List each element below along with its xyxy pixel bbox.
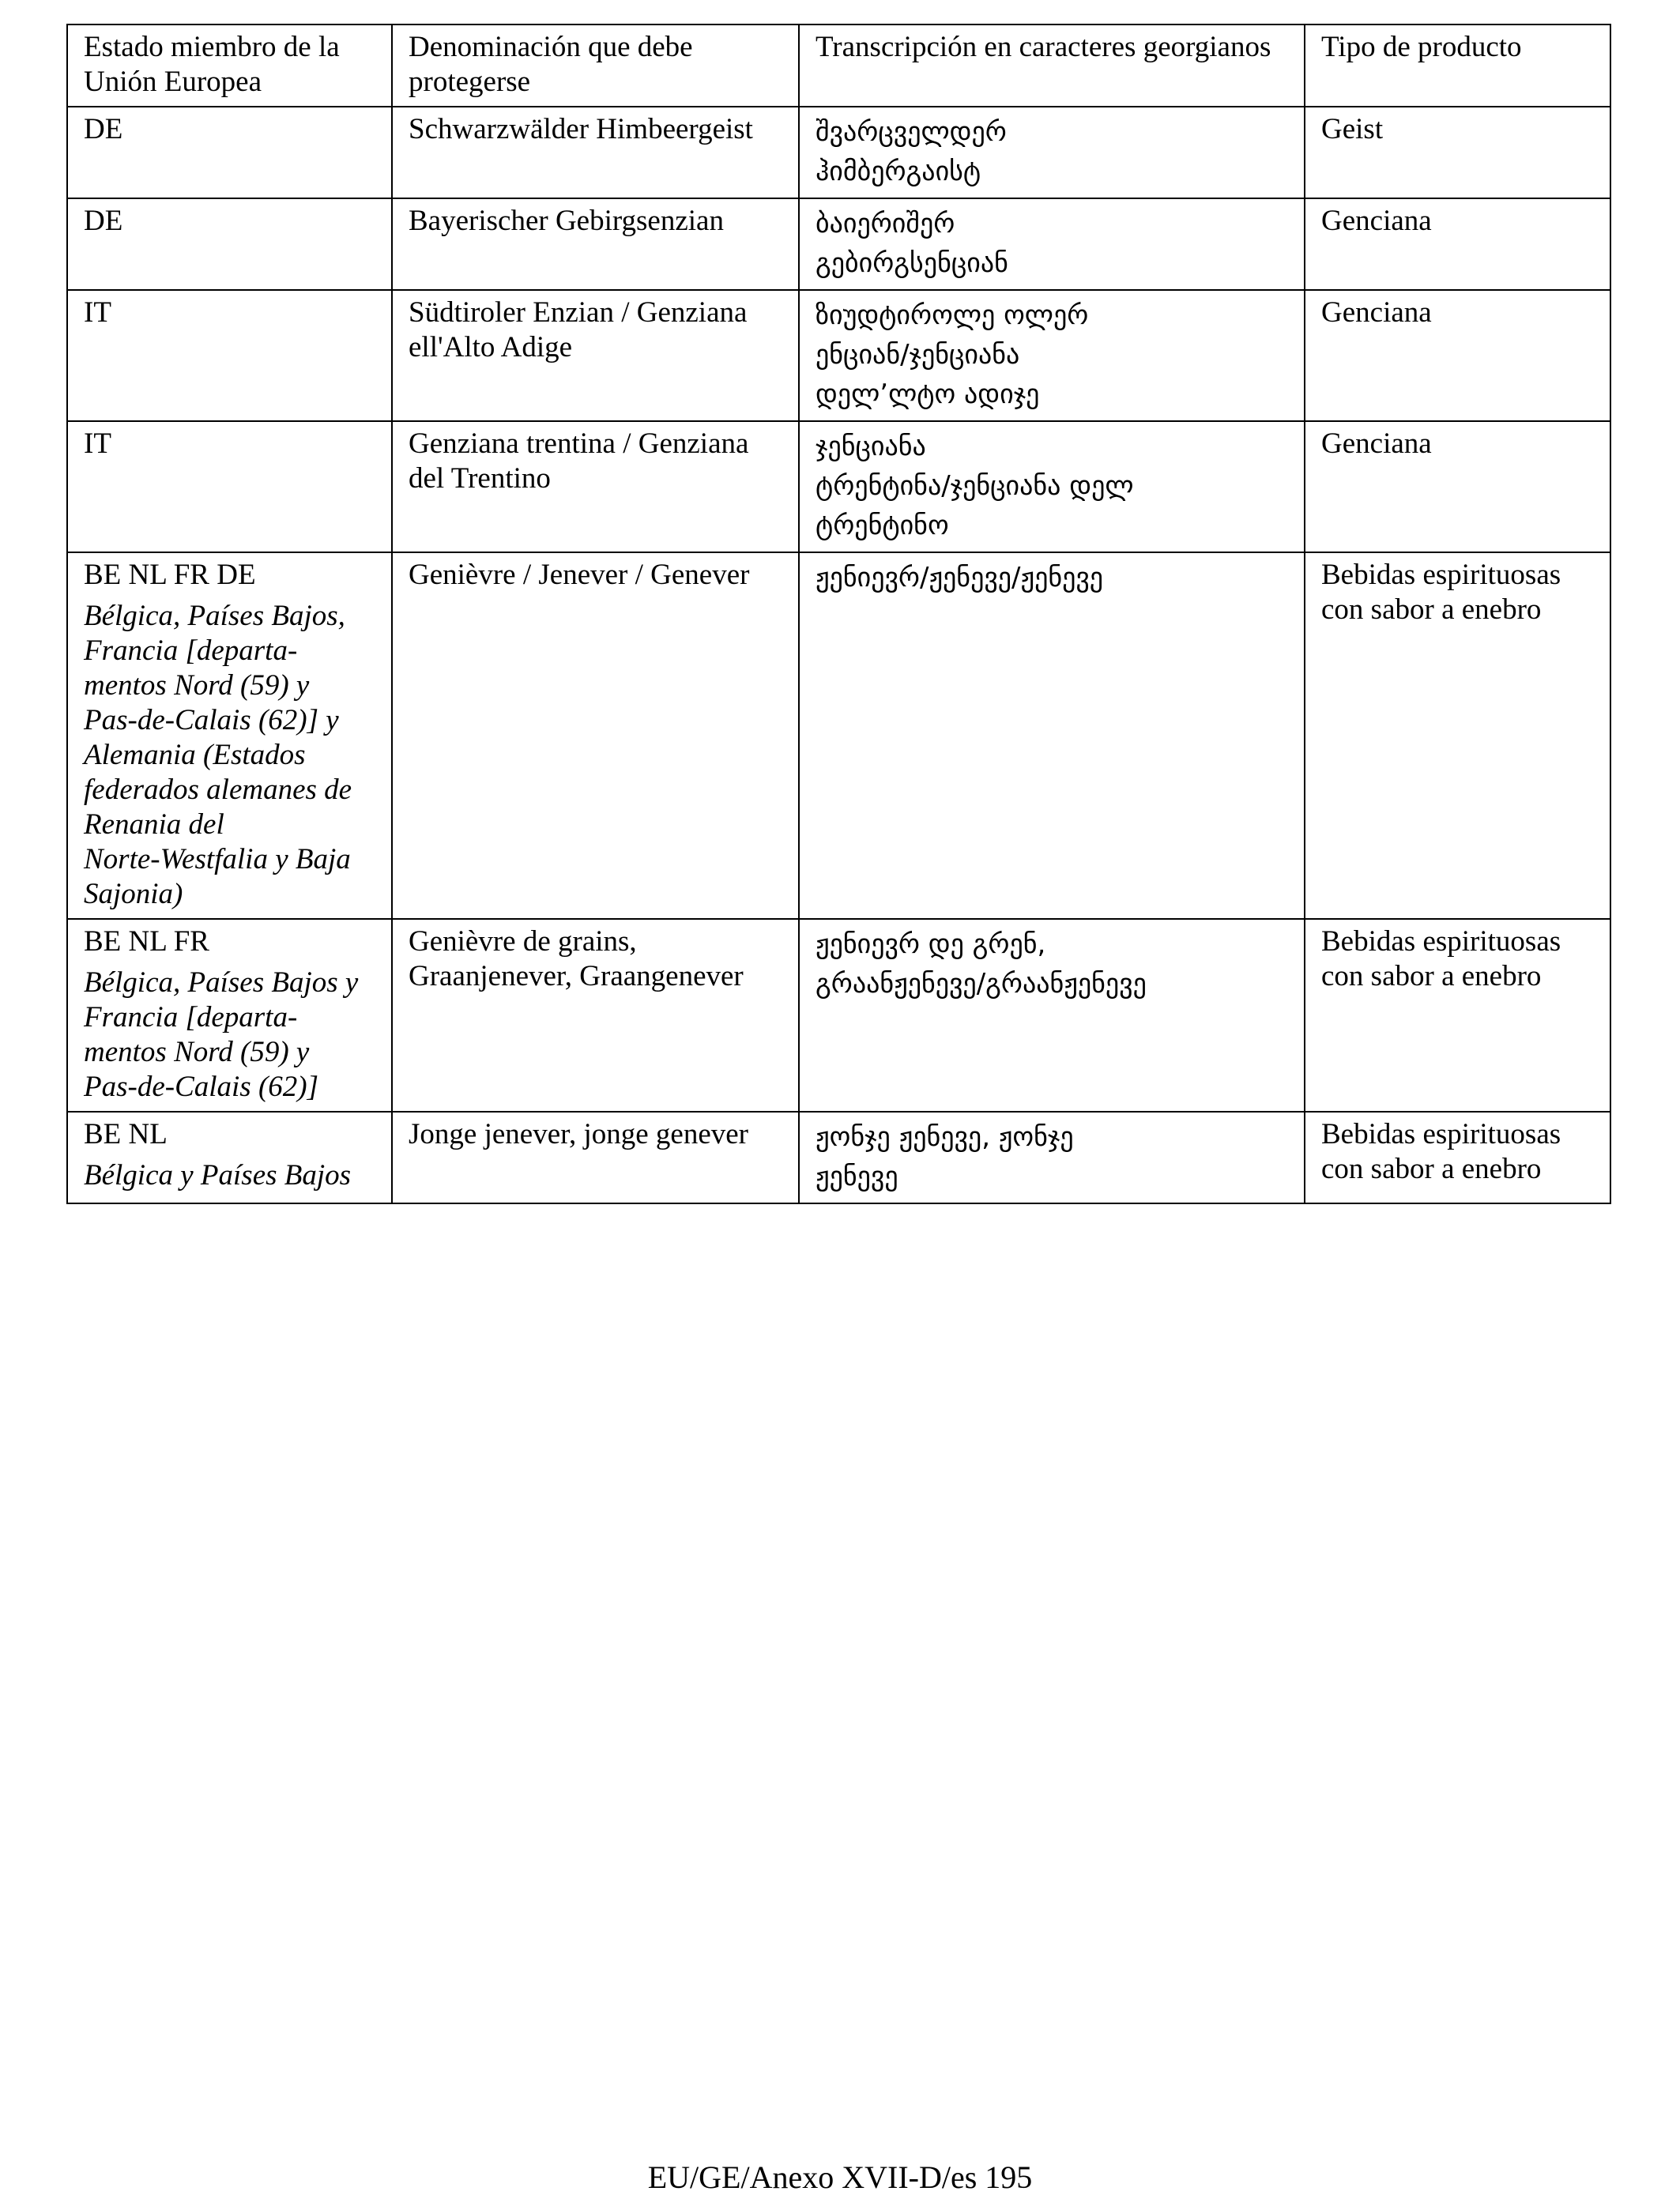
page-footer: EU/GE/Anexo XVII-D/es 195 [647, 2159, 1033, 2195]
state-code: BE NL FR [84, 925, 209, 958]
table-row [67, 552, 1610, 919]
cell-denomination: Jonge jenever, jonge genever [392, 1112, 799, 1203]
cell-product-type: Genciana [1305, 421, 1610, 552]
denominations-table [66, 24, 1611, 1204]
cell-transcription: ჟენიევრ დე გრენ, გრაანჟენევე/გრაანჟენევე [799, 919, 1305, 1112]
header-member-state: Estado miembro de la Unión Europea [67, 24, 392, 107]
cell-transcription: ჯენციანა ტრენტინა/ჯენციანა დელ ტრენტინო [799, 421, 1305, 552]
cell-product-type: Geist [1305, 107, 1610, 198]
table-row [67, 1112, 1610, 1203]
cell-denomination: Südtiroler Enzian / Genziana ell'Alto Adige [392, 290, 799, 421]
cell-member-state [67, 1112, 392, 1203]
cell-transcription: ჟენიევრ/ჟენევე/ჟენევე [799, 552, 1305, 919]
cell-transcription: ზიუდტიროლე ოლერ ენციან/ჯენციანა დელ’ლტო ადიჯე [799, 290, 1305, 421]
cell-product-type: Genciana [1305, 290, 1610, 421]
cell-denomination: Genziana trentina / Genziana del Trentino [392, 421, 799, 552]
state-code: IT [84, 296, 111, 329]
cell-member-state [67, 421, 392, 552]
cell-transcription: შვარცველდერ ჰიმბერგაისტ [799, 107, 1305, 198]
cell-member-state [67, 198, 392, 290]
table-row [67, 198, 1610, 290]
cell-denomination: Schwarzwälder Himbeergeist [392, 107, 799, 198]
cell-product-type: Genciana [1305, 198, 1610, 290]
cell-product-type: Bebidas espirituosas con sabor a enebro [1305, 919, 1610, 1112]
cell-product-type: Bebidas espirituosas con sabor a enebro [1305, 1112, 1610, 1203]
cell-denomination: Genièvre / Jenever / Genever [392, 552, 799, 919]
cell-transcription: ჟონჯე ჟენევე, ჟონჯე ჟენევე [799, 1112, 1305, 1203]
table-row [67, 107, 1610, 198]
cell-member-state [67, 919, 392, 1112]
table-row [67, 919, 1610, 1112]
state-region-note: Bélgica, Países Bajos, Francia [departa- mentos Nord (59) y Pas-de-Calais (62)] y Alemania (Estados federados alemanes de Renania del Norte-Westfalia y Baja Sajonia) [84, 600, 352, 910]
table-body [67, 107, 1610, 1203]
cell-denomination: Genièvre de grains, Graanjenever, Graangenever [392, 919, 799, 1112]
state-code: BE NL FR DE [84, 559, 256, 591]
cell-product-type: Bebidas espirituosas con sabor a enebro [1305, 552, 1610, 919]
state-code: DE [84, 113, 123, 145]
cell-denomination: Bayerischer Gebirgsenzian [392, 198, 799, 290]
state-code: IT [84, 427, 111, 460]
table-header-row [67, 24, 1610, 107]
state-region-note: Bélgica y Países Bajos [84, 1159, 352, 1192]
cell-member-state [67, 552, 392, 919]
table-row [67, 421, 1610, 552]
cell-transcription: ბაიერიშერ გებირგსენციან [799, 198, 1305, 290]
state-code: BE NL [84, 1118, 168, 1150]
header-denomination: Denominación que debe protegerse [392, 24, 799, 107]
state-code: DE [84, 205, 123, 237]
state-region-note: Bélgica, Países Bajos y Francia [departa- mentos Nord (59) y Pas-de-Calais (62)] [84, 966, 359, 1103]
cell-member-state [67, 107, 392, 198]
cell-member-state [67, 290, 392, 421]
header-product-type: Tipo de producto [1305, 24, 1610, 107]
header-transcription: Transcripción en caracteres georgianos [799, 24, 1305, 107]
table-row [67, 290, 1610, 421]
